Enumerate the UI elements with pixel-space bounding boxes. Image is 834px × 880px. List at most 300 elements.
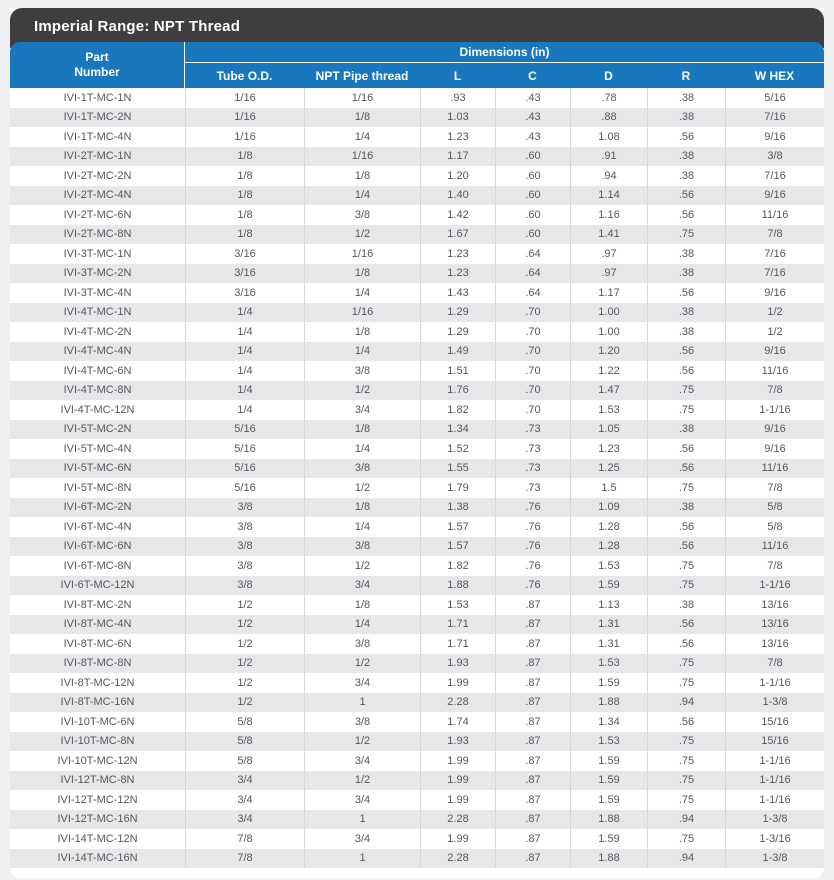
dimension-cell: 1-1/16 [725,400,824,420]
dimension-cell: .97 [570,264,647,284]
dimension-cell: 1.09 [570,498,647,518]
dimension-cell: .60 [495,147,570,167]
dimension-cell: .87 [495,849,570,869]
dimension-cell: 1.99 [420,771,495,791]
table-row [10,400,824,420]
part-number-cell: IVI-10T-MC-6N [10,712,185,732]
dimension-cell: 1/4 [304,186,420,206]
part-number-cell: IVI-3T-MC-1N [10,244,185,264]
part-number-cell: IVI-12T-MC-16N [10,810,185,830]
part-number-cell: IVI-5T-MC-6N [10,459,185,479]
dimension-cell: .75 [647,556,725,576]
dimension-cell: 1.29 [420,322,495,342]
dimension-cell: 1.67 [420,225,495,245]
part-number-cell: IVI-6T-MC-2N [10,498,185,518]
dimension-cell: .38 [647,88,725,108]
dimension-cell: .38 [647,322,725,342]
dimension-cell: .75 [647,751,725,771]
dimension-cell: 9/16 [725,127,824,147]
dimension-cell: 1-1/16 [725,771,824,791]
dimension-cell: 1/2 [304,732,420,752]
dimension-cell: 1 [304,849,420,869]
dimension-cell: 1.28 [570,517,647,537]
dimension-cell: 3/8 [185,498,304,518]
table-row [10,108,824,128]
dimension-cell: .64 [495,283,570,303]
table-row [10,849,824,869]
table-row [10,186,824,206]
dimension-cell: .94 [647,810,725,830]
dimension-cell: 3/4 [185,771,304,791]
dimension-cell: 7/8 [725,654,824,674]
part-number-cell: IVI-1T-MC-2N [10,108,185,128]
dimension-cell: 1.17 [420,147,495,167]
dimension-cell: 1/2 [185,654,304,674]
dimension-cell: .87 [495,771,570,791]
dimension-cell: 3/16 [185,244,304,264]
dimension-cell: .93 [420,88,495,108]
dimension-cell: .70 [495,400,570,420]
part-number-cell: IVI-10T-MC-8N [10,732,185,752]
dimension-cell: 1/2 [185,673,304,693]
dimension-cell: .75 [647,381,725,401]
dimension-cell: 1/8 [304,595,420,615]
dimension-cell: .43 [495,108,570,128]
dimension-cell: 3/8 [304,712,420,732]
dimension-cell: .60 [495,205,570,225]
table-row [10,751,824,771]
part-number-cell: IVI-5T-MC-4N [10,439,185,459]
dimension-cell: .87 [495,634,570,654]
dimension-cell: 1.76 [420,381,495,401]
dimension-cell: 3/4 [304,576,420,596]
part-number-cell: IVI-12T-MC-12N [10,790,185,810]
dimension-cell: 5/8 [185,712,304,732]
dimension-cell: 1.05 [570,420,647,440]
dimension-cell: 1.29 [420,303,495,323]
part-number-cell: IVI-2T-MC-2N [10,166,185,186]
dimension-cell: 1.57 [420,537,495,557]
dimension-cell: .56 [647,127,725,147]
dimension-cell: .87 [495,654,570,674]
dimension-cell: 1.41 [570,225,647,245]
dimension-cell: 1/8 [185,186,304,206]
table-row [10,478,824,498]
dimension-cell: .87 [495,693,570,713]
table-row [10,361,824,381]
table-row [10,439,824,459]
table-row [10,576,824,596]
dimension-cell: .76 [495,517,570,537]
column-header: Tube O.D. [185,63,304,88]
dimension-cell: .38 [647,595,725,615]
dimension-cell: 3/4 [304,751,420,771]
table-row [10,244,824,264]
table-row [10,654,824,674]
table-row [10,381,824,401]
dimension-cell: 7/16 [725,108,824,128]
table-row [10,420,824,440]
dimension-cell: 5/16 [185,459,304,479]
dimension-cell: 3/4 [304,400,420,420]
dimensions-group-header: Dimensions (in) [185,42,824,63]
dimension-cell: 1.79 [420,478,495,498]
table-row [10,147,824,167]
dimension-cell: .75 [647,225,725,245]
dimension-cell: .60 [495,225,570,245]
dimension-cell: .38 [647,166,725,186]
dimension-cell: .94 [647,849,725,869]
dimension-cell: 1.23 [420,244,495,264]
dimension-cell: 1/8 [304,498,420,518]
dimension-cell: .56 [647,459,725,479]
dimension-cell: 1/2 [304,771,420,791]
part-number-cell: IVI-2T-MC-1N [10,147,185,167]
table-row [10,322,824,342]
part-number-cell: IVI-4T-MC-4N [10,342,185,362]
table-row [10,712,824,732]
dimension-cell: 5/16 [725,88,824,108]
dimension-cell: 1.59 [570,829,647,849]
dimension-cell: 11/16 [725,459,824,479]
dimension-cell: 1-1/16 [725,751,824,771]
dimension-cell: 1/16 [304,303,420,323]
dimension-cell: 1.22 [570,361,647,381]
dimension-cell: .87 [495,712,570,732]
dimension-cell: 9/16 [725,186,824,206]
dimension-cell: 1/8 [304,322,420,342]
dimension-cell: .76 [495,537,570,557]
dimension-cell: 1.25 [570,459,647,479]
part-number-cell: IVI-5T-MC-2N [10,420,185,440]
dimension-cell: 1/4 [304,439,420,459]
part-header-line1: Part [85,50,109,64]
part-number-cell: IVI-2T-MC-4N [10,186,185,206]
dimension-cell: .56 [647,342,725,362]
dimension-cell: .56 [647,517,725,537]
table-row [10,205,824,225]
dimension-cell: 1/4 [185,400,304,420]
table-row [10,303,824,323]
dimension-cell: 1.53 [570,400,647,420]
dimension-cell: 1.53 [570,556,647,576]
dimension-cell: 1.13 [570,595,647,615]
part-number-cell: IVI-14T-MC-16N [10,849,185,869]
part-number-cell: IVI-4T-MC-12N [10,400,185,420]
dimension-cell: 1-1/16 [725,576,824,596]
table-row [10,517,824,537]
dimension-cell: 1-3/8 [725,810,824,830]
dimension-cell: 13/16 [725,634,824,654]
table-row [10,693,824,713]
dimension-cell: .64 [495,244,570,264]
table-row [10,127,824,147]
dimension-cell: 1.55 [420,459,495,479]
dimension-cell: 1/16 [304,147,420,167]
dimension-cell: 5/16 [185,420,304,440]
dimension-cell: 3/8 [304,361,420,381]
dimension-cell: 1/8 [185,147,304,167]
dimension-cell: 1.53 [420,595,495,615]
dimension-cell: .87 [495,790,570,810]
spec-table-card [10,8,824,878]
dimension-cell: 1.20 [570,342,647,362]
dimension-cell: .76 [495,576,570,596]
dimension-cell: 1.00 [570,322,647,342]
dimension-cell: .38 [647,498,725,518]
dimension-cell: .56 [647,712,725,732]
dimension-cell: 1.00 [570,303,647,323]
part-number-cell: IVI-8T-MC-8N [10,654,185,674]
table-row [10,498,824,518]
dimension-cell: 1/2 [185,595,304,615]
table-row [10,771,824,791]
dimension-cell: 1/4 [185,342,304,362]
dimension-cell: 1/2 [725,322,824,342]
dimension-cell: 1.93 [420,732,495,752]
dimension-cell: 9/16 [725,420,824,440]
dimension-cell: .56 [647,205,725,225]
dimension-cell: 1/8 [304,420,420,440]
dimension-cell: 5/16 [185,439,304,459]
part-number-cell: IVI-8T-MC-12N [10,673,185,693]
part-number-cell: IVI-3T-MC-4N [10,283,185,303]
dimension-cell: 7/8 [725,381,824,401]
dimension-cell: .75 [647,771,725,791]
dimension-cell: 1.88 [570,693,647,713]
part-number-cell: IVI-4T-MC-1N [10,303,185,323]
column-header: D [570,63,647,88]
dimension-cell: .56 [647,537,725,557]
dimension-cell: .56 [647,615,725,635]
dimension-cell: 3/4 [304,673,420,693]
column-header: R [647,63,725,88]
dimension-cell: 1.88 [570,849,647,869]
dimension-cell: 1.57 [420,517,495,537]
dimension-cell: 13/16 [725,595,824,615]
dimension-cell: .56 [647,361,725,381]
dimension-cell: 1/16 [185,108,304,128]
dimension-cell: 1.08 [570,127,647,147]
dimension-cell: .70 [495,381,570,401]
dimension-cell: 3/8 [725,147,824,167]
dimension-cell: 9/16 [725,439,824,459]
dimension-cell: 1.31 [570,615,647,635]
dimension-cell: 1.38 [420,498,495,518]
part-number-cell: IVI-1T-MC-1N [10,88,185,108]
dimension-cell: 5/16 [185,478,304,498]
dimension-cell: 1.14 [570,186,647,206]
dimension-cell: 1.59 [570,751,647,771]
dimension-cell: .87 [495,615,570,635]
dimension-cell: .38 [647,147,725,167]
dimension-cell: 3/4 [185,790,304,810]
dimension-cell: 1/8 [304,264,420,284]
dimension-cell: 1.99 [420,751,495,771]
dimension-cell: 7/8 [725,478,824,498]
dimension-cell: 1.99 [420,790,495,810]
dimension-cell: .87 [495,751,570,771]
dimension-cell: 1.71 [420,634,495,654]
dimension-cell: 1-3/8 [725,849,824,869]
table-row [10,595,824,615]
dimension-cell: .94 [570,166,647,186]
dimension-cell: 1-1/16 [725,790,824,810]
dimension-cell: .75 [647,400,725,420]
dimension-cell: 7/16 [725,244,824,264]
column-header: C [495,63,570,88]
part-number-cell: IVI-8T-MC-16N [10,693,185,713]
dimension-cell: 5/8 [725,498,824,518]
dimension-cell: 1/2 [304,478,420,498]
dimension-cell: 1.34 [570,712,647,732]
dimension-cell: 1/4 [185,303,304,323]
table-row [10,459,824,479]
dimension-cell: 3/4 [304,829,420,849]
dimension-cell: 3/4 [304,790,420,810]
table-row [10,225,824,245]
dimension-cell: .73 [495,459,570,479]
table-row [10,283,824,303]
dimension-cell: 1/4 [304,283,420,303]
dimension-cell: 1.34 [420,420,495,440]
column-header: L [420,63,495,88]
dimension-cell: .38 [647,244,725,264]
dimension-cell: 3/8 [304,537,420,557]
dimension-cell: 1/2 [185,693,304,713]
dimension-cell: .75 [647,478,725,498]
dimension-cell: 5/8 [185,732,304,752]
dimension-cell: 1/2 [304,225,420,245]
part-number-cell: IVI-6T-MC-6N [10,537,185,557]
dimension-cell: .38 [647,420,725,440]
dimension-cell: 3/8 [304,205,420,225]
dimension-cell: 3/16 [185,283,304,303]
dimension-cell: 1.59 [570,771,647,791]
part-number-column-header [10,42,185,88]
part-number-cell: IVI-3T-MC-2N [10,264,185,284]
dimension-cell: 1.74 [420,712,495,732]
dimension-cell: .38 [647,303,725,323]
table-row [10,166,824,186]
dimension-cell: .94 [647,693,725,713]
dimension-cell: 1.88 [420,576,495,596]
dimension-cell: 3/8 [185,517,304,537]
dimension-cell: 1.71 [420,615,495,635]
table-body [10,88,824,868]
dimension-cell: 1/8 [304,108,420,128]
dimension-cell: 1 [304,693,420,713]
dimension-cell: 13/16 [725,615,824,635]
part-number-cell: IVI-1T-MC-4N [10,127,185,147]
dimension-cell: .76 [495,556,570,576]
dimension-cell: 1.59 [570,790,647,810]
part-number-cell: IVI-2T-MC-6N [10,205,185,225]
dimension-cell: 11/16 [725,537,824,557]
dimension-cell: 15/16 [725,712,824,732]
dimension-cell: 1.49 [420,342,495,362]
dimension-cell: .56 [647,634,725,654]
dimension-cell: .56 [647,439,725,459]
dimension-cell: .70 [495,322,570,342]
dimension-cell: 1/2 [304,556,420,576]
dimension-cell: .76 [495,498,570,518]
dimension-cell: 11/16 [725,205,824,225]
dimension-cell: 1.51 [420,361,495,381]
dimension-cell: 1/16 [304,88,420,108]
dimension-cell: .60 [495,166,570,186]
dimensions-table [10,42,824,868]
dimension-cell: .75 [647,829,725,849]
dimension-cell: 1.99 [420,829,495,849]
dimension-cell: 1-3/8 [725,693,824,713]
dimension-cell: 1/8 [185,225,304,245]
dimension-cell: .87 [495,595,570,615]
table-row [10,829,824,849]
dimension-cell: 9/16 [725,283,824,303]
dimension-cell: 1.5 [570,478,647,498]
dimension-cell: 1.43 [420,283,495,303]
dimension-cell: 1.93 [420,654,495,674]
dimension-cell: 1.23 [570,439,647,459]
dimension-cell: 1/4 [304,517,420,537]
dimension-cell: 1.16 [570,205,647,225]
part-number-cell: IVI-12T-MC-8N [10,771,185,791]
dimension-cell: 1/4 [304,127,420,147]
dimension-cell: .97 [570,244,647,264]
dimension-cell: .73 [495,478,570,498]
dimension-cell: .64 [495,264,570,284]
dimension-cell: .88 [570,108,647,128]
table-row [10,537,824,557]
dimension-cell: .75 [647,576,725,596]
dimension-cell: 1 [304,810,420,830]
dimension-cell: 7/8 [725,225,824,245]
table-row [10,790,824,810]
dimension-cell: .70 [495,342,570,362]
table-row [10,615,824,635]
dimension-cell: 5/8 [725,517,824,537]
dimension-cell: 1/4 [185,361,304,381]
dimension-cell: 3/4 [185,810,304,830]
dimension-cell: 1/4 [185,381,304,401]
dimension-cell: .56 [647,283,725,303]
part-number-cell: IVI-6T-MC-8N [10,556,185,576]
part-number-cell: IVI-2T-MC-8N [10,225,185,245]
dimension-cell: .87 [495,732,570,752]
dimension-cell: .87 [495,810,570,830]
dimension-cell: 1.31 [570,634,647,654]
dimension-cell: 1.17 [570,283,647,303]
column-header: NPT Pipe thread [304,63,420,88]
dimension-cell: .43 [495,127,570,147]
dimension-cell: 2.28 [420,849,495,869]
dimension-cell: 1.23 [420,264,495,284]
dimension-cell: 11/16 [725,361,824,381]
dimension-cell: .75 [647,790,725,810]
dimension-cell: .70 [495,303,570,323]
dimension-cell: 1-3/16 [725,829,824,849]
dimension-cell: 3/8 [304,634,420,654]
dimension-cell: 1/4 [304,342,420,362]
dimension-cell: 1/8 [304,166,420,186]
dimension-cell: .75 [647,732,725,752]
dimension-cell: .73 [495,439,570,459]
dimension-cell: .70 [495,361,570,381]
dimension-cell: 1/2 [185,634,304,654]
part-number-cell: IVI-8T-MC-2N [10,595,185,615]
dimension-cell: 7/16 [725,166,824,186]
